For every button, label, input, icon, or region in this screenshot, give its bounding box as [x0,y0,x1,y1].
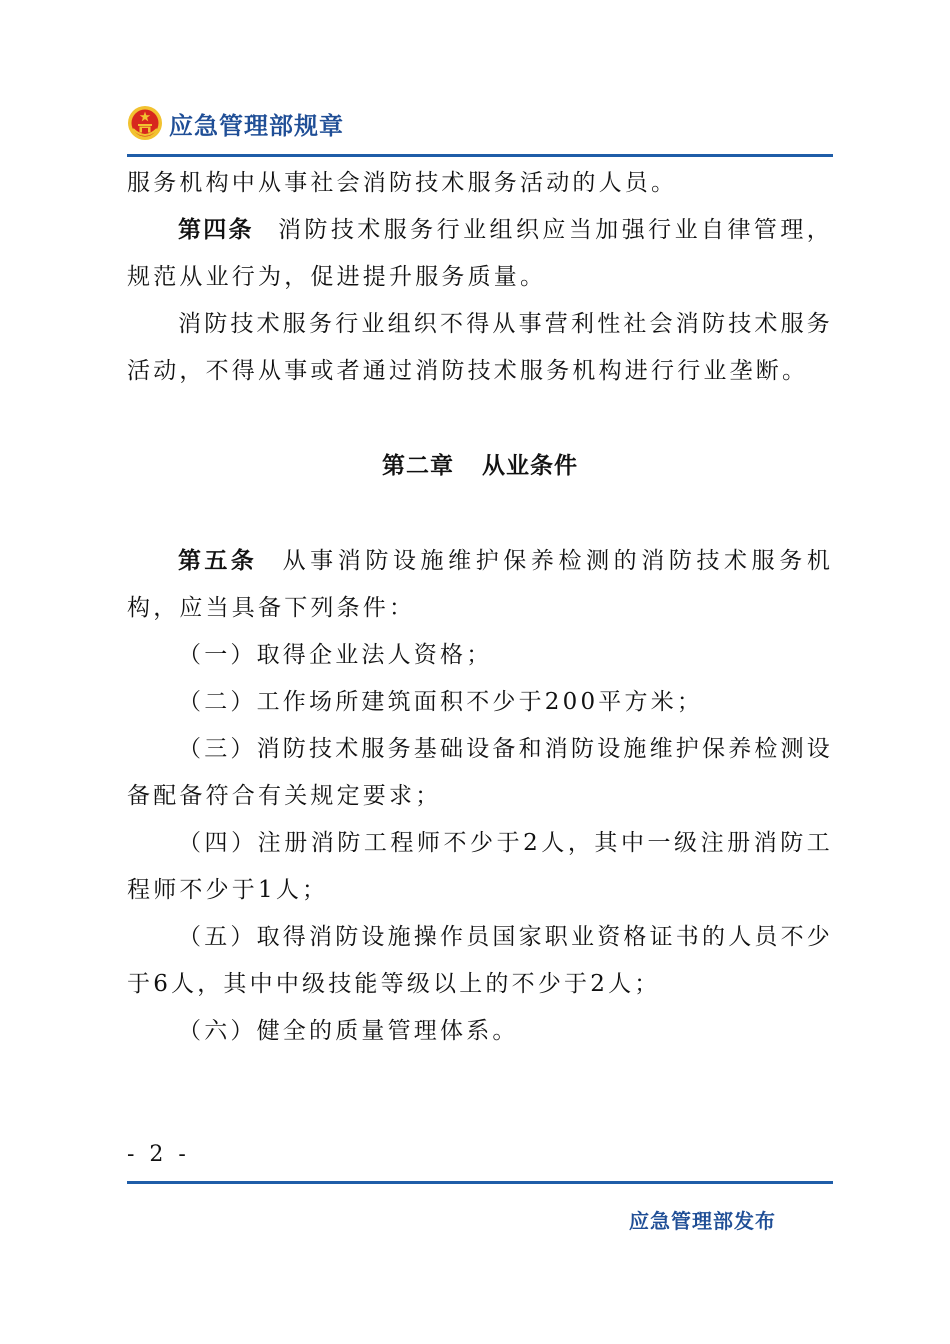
article-5-text: 从事消防设施维护保养检测的消防技术服务机构，应当具备下列条件： [127,548,834,621]
page-header [127,100,344,146]
list-item: （六）健全的质量管理体系。 [178,1018,519,1044]
article-4 [127,207,833,301]
page-number: - 2 - [127,1142,190,1167]
list-item: （二）工作场所建筑面积不少于200平方米； [178,689,704,715]
chapter-title: 从业条件 [482,453,578,479]
article-4-paragraph-2: 消防技术服务行业组织不得从事营利性社会消防技术服务活动，不得从事或者通过消防技术服务机构进行行业垄断。 [127,311,833,384]
chapter-heading [127,443,833,490]
list-item: （五）取得消防设施操作员国家职业资格证书的人员不少于6人，其中中级技能等级以上的不少于2人； [127,924,833,997]
header-title: 应急管理部规章 [169,111,344,140]
footer-publisher: 应急管理部发布 [629,1209,776,1233]
article-5-label: 第五条 [178,548,258,574]
paragraph-continuation: 服务机构中从事社会消防技术服务活动的人员。 [127,170,678,196]
list-item: （四）注册消防工程师不少于2人，其中一级注册消防工程师不少于1人； [127,830,833,903]
article-4-text: 消防技术服务行业组织应当加强行业自律管理，规范从业行为，促进提升服务质量。 [127,217,834,290]
article-4-label: 第四条 [178,217,254,243]
footer-divider [127,1181,833,1184]
national-emblem-icon [127,105,163,141]
chapter-number: 第二章 [382,453,454,479]
list-item: （一）取得企业法人资格； [178,642,493,668]
article-5 [127,538,833,632]
list-item: （三）消防技术服务基础设备和消防设施维护保养检测设备配备符合有关规定要求； [127,736,833,809]
header-divider [127,154,833,157]
document-body [127,160,833,1055]
